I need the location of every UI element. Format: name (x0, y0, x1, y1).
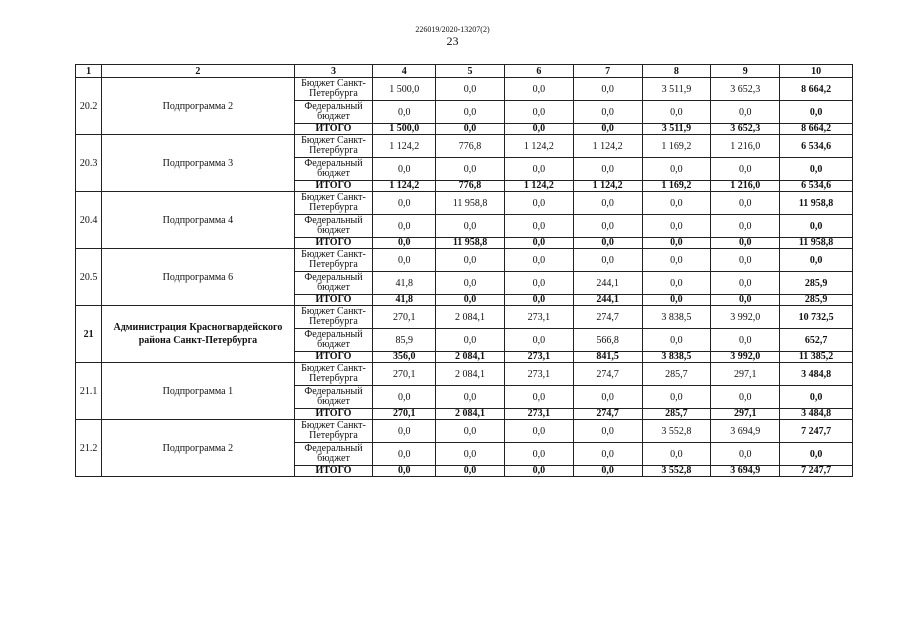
value-cell: 1 169,2 (642, 135, 711, 158)
value-cell: 0,0 (573, 215, 642, 238)
value-cell: 0,0 (504, 78, 573, 101)
value-cell: 0,0 (504, 215, 573, 238)
item-name: Подпрограмма 1 (102, 363, 294, 420)
value-cell: 0,0 (642, 238, 711, 249)
value-cell: 3 694,9 (711, 466, 780, 477)
value-cell: 285,7 (642, 409, 711, 420)
value-cell: 0,0 (373, 101, 436, 124)
value-cell: 0,0 (573, 443, 642, 466)
value-cell: 1 124,2 (573, 181, 642, 192)
table-row (76, 249, 853, 272)
value-cell: 297,1 (711, 363, 780, 386)
funding-source: Бюджет Санкт-Петербурга (294, 420, 373, 443)
value-cell: 1 124,2 (373, 181, 436, 192)
value-cell: 0,0 (373, 443, 436, 466)
value-cell: 273,1 (504, 352, 573, 363)
funding-source: Бюджет Санкт-Петербурга (294, 306, 373, 329)
funding-source: Федеральный бюджет (294, 272, 373, 295)
value-cell: 0,0 (573, 192, 642, 215)
item-number: 20.4 (76, 192, 102, 249)
value-cell: 0,0 (573, 78, 642, 101)
value-cell: 2 084,1 (436, 306, 505, 329)
value-cell: 0,0 (711, 192, 780, 215)
table-row (76, 78, 853, 101)
document-code: 226019/2020-13207(2) (415, 25, 490, 34)
item-number: 21 (76, 306, 102, 363)
item-number: 21.2 (76, 420, 102, 477)
value-cell: 1 216,0 (711, 135, 780, 158)
item-name: Подпрограмма 2 (102, 420, 294, 477)
value-cell: 0,0 (504, 386, 573, 409)
value-cell: 11 958,8 (436, 192, 505, 215)
value-cell: 0,0 (436, 249, 505, 272)
value-cell: 0,0 (504, 158, 573, 181)
value-cell: 0,0 (373, 420, 436, 443)
value-cell: 0,0 (504, 101, 573, 124)
total-value-cell: 285,9 (780, 272, 853, 295)
budget-table (75, 64, 853, 477)
table-header-row (76, 65, 853, 78)
funding-source: Бюджет Санкт-Петербурга (294, 135, 373, 158)
total-value-cell: 6 534,6 (780, 181, 853, 192)
value-cell: 3 694,9 (711, 420, 780, 443)
value-cell: 0,0 (711, 295, 780, 306)
funding-source: Федеральный бюджет (294, 443, 373, 466)
value-cell: 270,1 (373, 306, 436, 329)
value-cell: 0,0 (436, 386, 505, 409)
column-header: 3 (294, 65, 373, 78)
value-cell: 0,0 (436, 215, 505, 238)
value-cell: 2 084,1 (436, 352, 505, 363)
column-header: 2 (102, 65, 294, 78)
value-cell: 0,0 (573, 249, 642, 272)
value-cell: 41,8 (373, 295, 436, 306)
value-cell: 0,0 (711, 443, 780, 466)
value-cell: 3 552,8 (642, 420, 711, 443)
total-value-cell: 6 534,6 (780, 135, 853, 158)
value-cell: 2 084,1 (436, 409, 505, 420)
value-cell: 297,1 (711, 409, 780, 420)
value-cell: 273,1 (504, 409, 573, 420)
value-cell: 0,0 (573, 466, 642, 477)
value-cell: 3 838,5 (642, 306, 711, 329)
table-row (76, 192, 853, 215)
value-cell: 244,1 (573, 272, 642, 295)
total-label: ИТОГО (294, 466, 373, 477)
funding-source: Бюджет Санкт-Петербурга (294, 78, 373, 101)
column-header: 10 (780, 65, 853, 78)
funding-source: Федеральный бюджет (294, 386, 373, 409)
table-row (76, 363, 853, 386)
value-cell: 0,0 (373, 466, 436, 477)
value-cell: 3 992,0 (711, 352, 780, 363)
value-cell: 356,0 (373, 352, 436, 363)
table-row (76, 135, 853, 158)
value-cell: 0,0 (504, 466, 573, 477)
value-cell: 274,7 (573, 409, 642, 420)
value-cell: 0,0 (642, 215, 711, 238)
total-value-cell: 0,0 (780, 158, 853, 181)
value-cell: 0,0 (373, 215, 436, 238)
value-cell: 0,0 (504, 272, 573, 295)
value-cell: 0,0 (573, 124, 642, 135)
item-name: Подпрограмма 2 (102, 78, 294, 135)
value-cell: 0,0 (711, 386, 780, 409)
value-cell: 0,0 (436, 295, 505, 306)
page-number: 23 (446, 34, 459, 48)
value-cell: 273,1 (504, 363, 573, 386)
value-cell: 0,0 (642, 101, 711, 124)
value-cell: 0,0 (436, 420, 505, 443)
value-cell: 0,0 (504, 420, 573, 443)
value-cell: 3 511,9 (642, 78, 711, 101)
total-label: ИТОГО (294, 352, 373, 363)
value-cell: 0,0 (642, 272, 711, 295)
table-row (76, 306, 853, 329)
value-cell: 0,0 (436, 124, 505, 135)
value-cell: 776,8 (436, 181, 505, 192)
value-cell: 0,0 (573, 101, 642, 124)
value-cell: 2 084,1 (436, 363, 505, 386)
value-cell: 0,0 (711, 249, 780, 272)
funding-source: Федеральный бюджет (294, 215, 373, 238)
value-cell: 0,0 (436, 158, 505, 181)
value-cell: 3 838,5 (642, 352, 711, 363)
value-cell: 566,8 (573, 329, 642, 352)
value-cell: 1 216,0 (711, 181, 780, 192)
value-cell: 3 652,3 (711, 124, 780, 135)
column-header: 5 (436, 65, 505, 78)
total-value-cell: 7 247,7 (780, 466, 853, 477)
total-value-cell: 8 664,2 (780, 78, 853, 101)
value-cell: 0,0 (504, 295, 573, 306)
value-cell: 274,7 (573, 306, 642, 329)
value-cell: 1 124,2 (504, 135, 573, 158)
value-cell: 0,0 (642, 386, 711, 409)
total-value-cell: 11 958,8 (780, 192, 853, 215)
value-cell: 0,0 (642, 329, 711, 352)
value-cell: 3 652,3 (711, 78, 780, 101)
value-cell: 0,0 (373, 386, 436, 409)
value-cell: 0,0 (436, 78, 505, 101)
value-cell: 0,0 (504, 124, 573, 135)
value-cell: 0,0 (436, 101, 505, 124)
item-name: Подпрограмма 4 (102, 192, 294, 249)
value-cell: 0,0 (711, 238, 780, 249)
value-cell: 273,1 (504, 306, 573, 329)
value-cell: 0,0 (373, 158, 436, 181)
value-cell: 3 552,8 (642, 466, 711, 477)
total-label: ИТОГО (294, 181, 373, 192)
value-cell: 0,0 (711, 158, 780, 181)
item-name: Подпрограмма 3 (102, 135, 294, 192)
item-name: Подпрограмма 6 (102, 249, 294, 306)
value-cell: 270,1 (373, 409, 436, 420)
total-value-cell: 285,9 (780, 295, 853, 306)
item-number: 20.2 (76, 78, 102, 135)
column-header: 4 (373, 65, 436, 78)
value-cell: 0,0 (504, 192, 573, 215)
value-cell: 0,0 (504, 238, 573, 249)
total-value-cell: 10 732,5 (780, 306, 853, 329)
value-cell: 274,7 (573, 363, 642, 386)
column-header: 1 (76, 65, 102, 78)
value-cell: 244,1 (573, 295, 642, 306)
value-cell: 11 958,8 (436, 238, 505, 249)
value-cell: 1 500,0 (373, 124, 436, 135)
value-cell: 1 124,2 (373, 135, 436, 158)
value-cell: 0,0 (373, 238, 436, 249)
item-name: Администрация Красногвардейского района Санкт-Петербурга (102, 306, 294, 363)
value-cell: 0,0 (436, 443, 505, 466)
value-cell: 776,8 (436, 135, 505, 158)
value-cell: 0,0 (373, 192, 436, 215)
funding-source: Бюджет Санкт-Петербурга (294, 249, 373, 272)
column-header: 7 (573, 65, 642, 78)
column-header: 6 (504, 65, 573, 78)
value-cell: 0,0 (711, 329, 780, 352)
value-cell: 1 500,0 (373, 78, 436, 101)
value-cell: 0,0 (573, 238, 642, 249)
value-cell: 0,0 (642, 158, 711, 181)
value-cell: 0,0 (711, 215, 780, 238)
value-cell: 0,0 (711, 272, 780, 295)
funding-source: Федеральный бюджет (294, 101, 373, 124)
value-cell: 0,0 (642, 192, 711, 215)
value-cell: 0,0 (573, 158, 642, 181)
total-label: ИТОГО (294, 124, 373, 135)
value-cell: 0,0 (573, 420, 642, 443)
total-value-cell: 8 664,2 (780, 124, 853, 135)
item-number: 21.1 (76, 363, 102, 420)
value-cell: 0,0 (573, 386, 642, 409)
value-cell: 0,0 (436, 466, 505, 477)
value-cell: 0,0 (436, 329, 505, 352)
value-cell: 41,8 (373, 272, 436, 295)
value-cell: 285,7 (642, 363, 711, 386)
value-cell: 0,0 (642, 443, 711, 466)
value-cell: 1 124,2 (573, 135, 642, 158)
total-value-cell: 0,0 (780, 386, 853, 409)
value-cell: 3 992,0 (711, 306, 780, 329)
total-value-cell: 0,0 (780, 249, 853, 272)
column-header: 9 (711, 65, 780, 78)
value-cell: 0,0 (711, 101, 780, 124)
total-value-cell: 7 247,7 (780, 420, 853, 443)
total-label: ИТОГО (294, 409, 373, 420)
total-value-cell: 652,7 (780, 329, 853, 352)
table-row (76, 420, 853, 443)
item-number: 20.5 (76, 249, 102, 306)
value-cell: 0,0 (373, 249, 436, 272)
total-value-cell: 0,0 (780, 101, 853, 124)
total-value-cell: 11 958,8 (780, 238, 853, 249)
value-cell: 1 124,2 (504, 181, 573, 192)
funding-source: Федеральный бюджет (294, 329, 373, 352)
total-value-cell: 0,0 (780, 443, 853, 466)
value-cell: 1 169,2 (642, 181, 711, 192)
value-cell: 841,5 (573, 352, 642, 363)
value-cell: 0,0 (504, 443, 573, 466)
funding-source: Федеральный бюджет (294, 158, 373, 181)
total-value-cell: 11 385,2 (780, 352, 853, 363)
column-header: 8 (642, 65, 711, 78)
value-cell: 85,9 (373, 329, 436, 352)
value-cell: 270,1 (373, 363, 436, 386)
total-value-cell: 3 484,8 (780, 363, 853, 386)
value-cell: 0,0 (504, 249, 573, 272)
value-cell: 0,0 (642, 295, 711, 306)
total-value-cell: 3 484,8 (780, 409, 853, 420)
item-number: 20.3 (76, 135, 102, 192)
value-cell: 0,0 (642, 249, 711, 272)
total-label: ИТОГО (294, 238, 373, 249)
funding-source: Бюджет Санкт-Петербурга (294, 192, 373, 215)
value-cell: 0,0 (504, 329, 573, 352)
value-cell: 0,0 (436, 272, 505, 295)
total-value-cell: 0,0 (780, 215, 853, 238)
total-label: ИТОГО (294, 295, 373, 306)
funding-source: Бюджет Санкт-Петербурга (294, 363, 373, 386)
value-cell: 3 511,9 (642, 124, 711, 135)
